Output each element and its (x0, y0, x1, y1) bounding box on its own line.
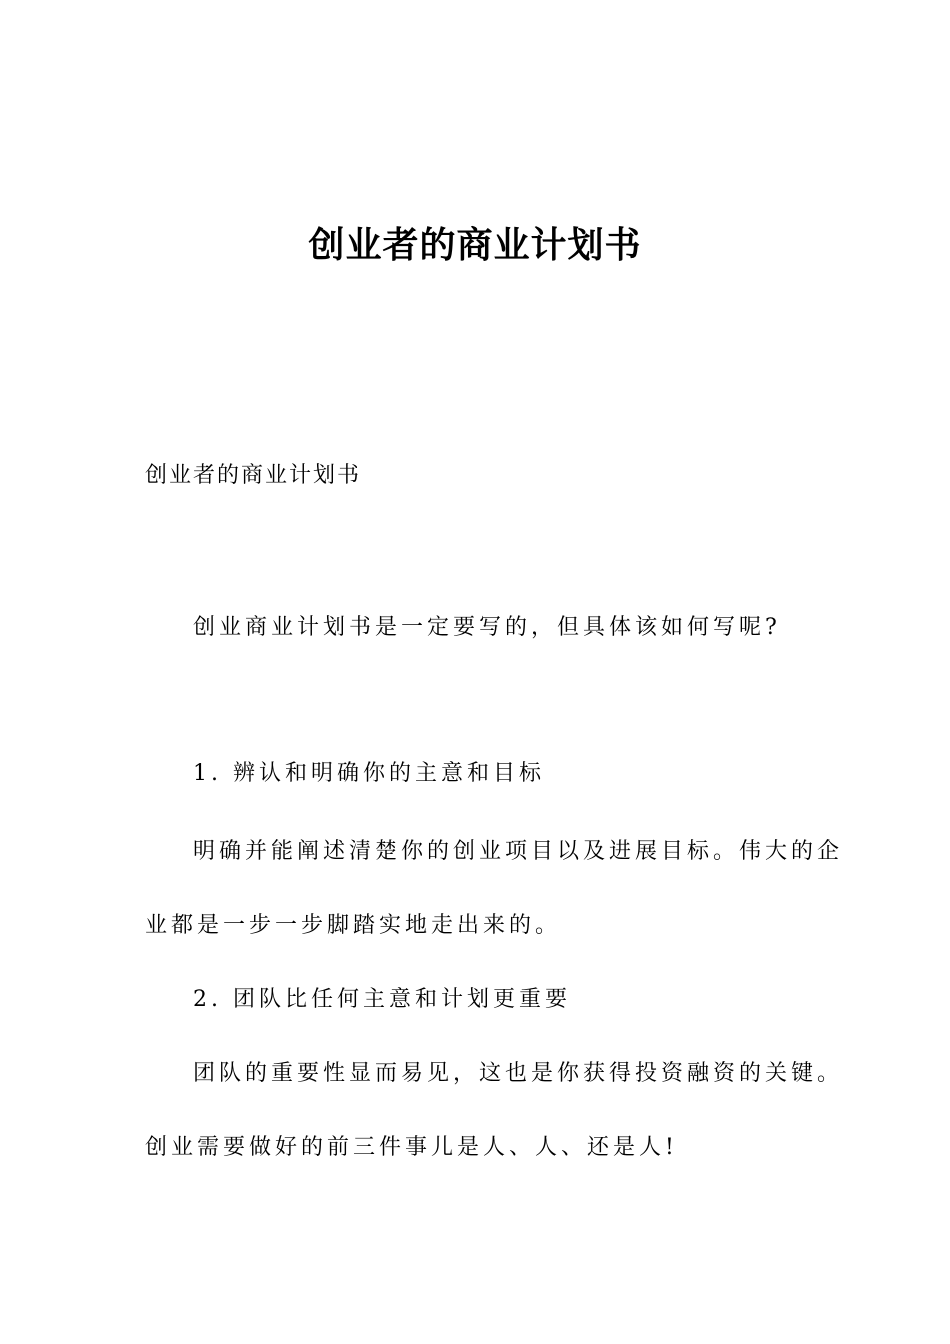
page-title: 创业者的商业计划书 (308, 225, 642, 266)
section-2-line-2: 创业需要做好的前三件事儿是人、人、还是人! (145, 1135, 678, 1160)
section-2-line-1: 团队的重要性显而易见，这也是你获得投资融资的关键。 (193, 1061, 844, 1086)
section-heading-2: 2. 团队比任何主意和计划更重要 (193, 987, 571, 1012)
document-subtitle: 创业者的商业计划书 (145, 463, 362, 488)
section-1-line-2: 业都是一步一步脚踏实地走出来的。 (145, 913, 562, 938)
section-1-line-1: 明确并能阐述清楚你的创业项目以及进展目标。伟大的企 (193, 839, 844, 864)
intro-paragraph: 创业商业计划书是一定要写的，但具体该如何写呢? (193, 615, 781, 640)
section-heading-1: 1. 辨认和明确你的主意和目标 (193, 761, 545, 786)
